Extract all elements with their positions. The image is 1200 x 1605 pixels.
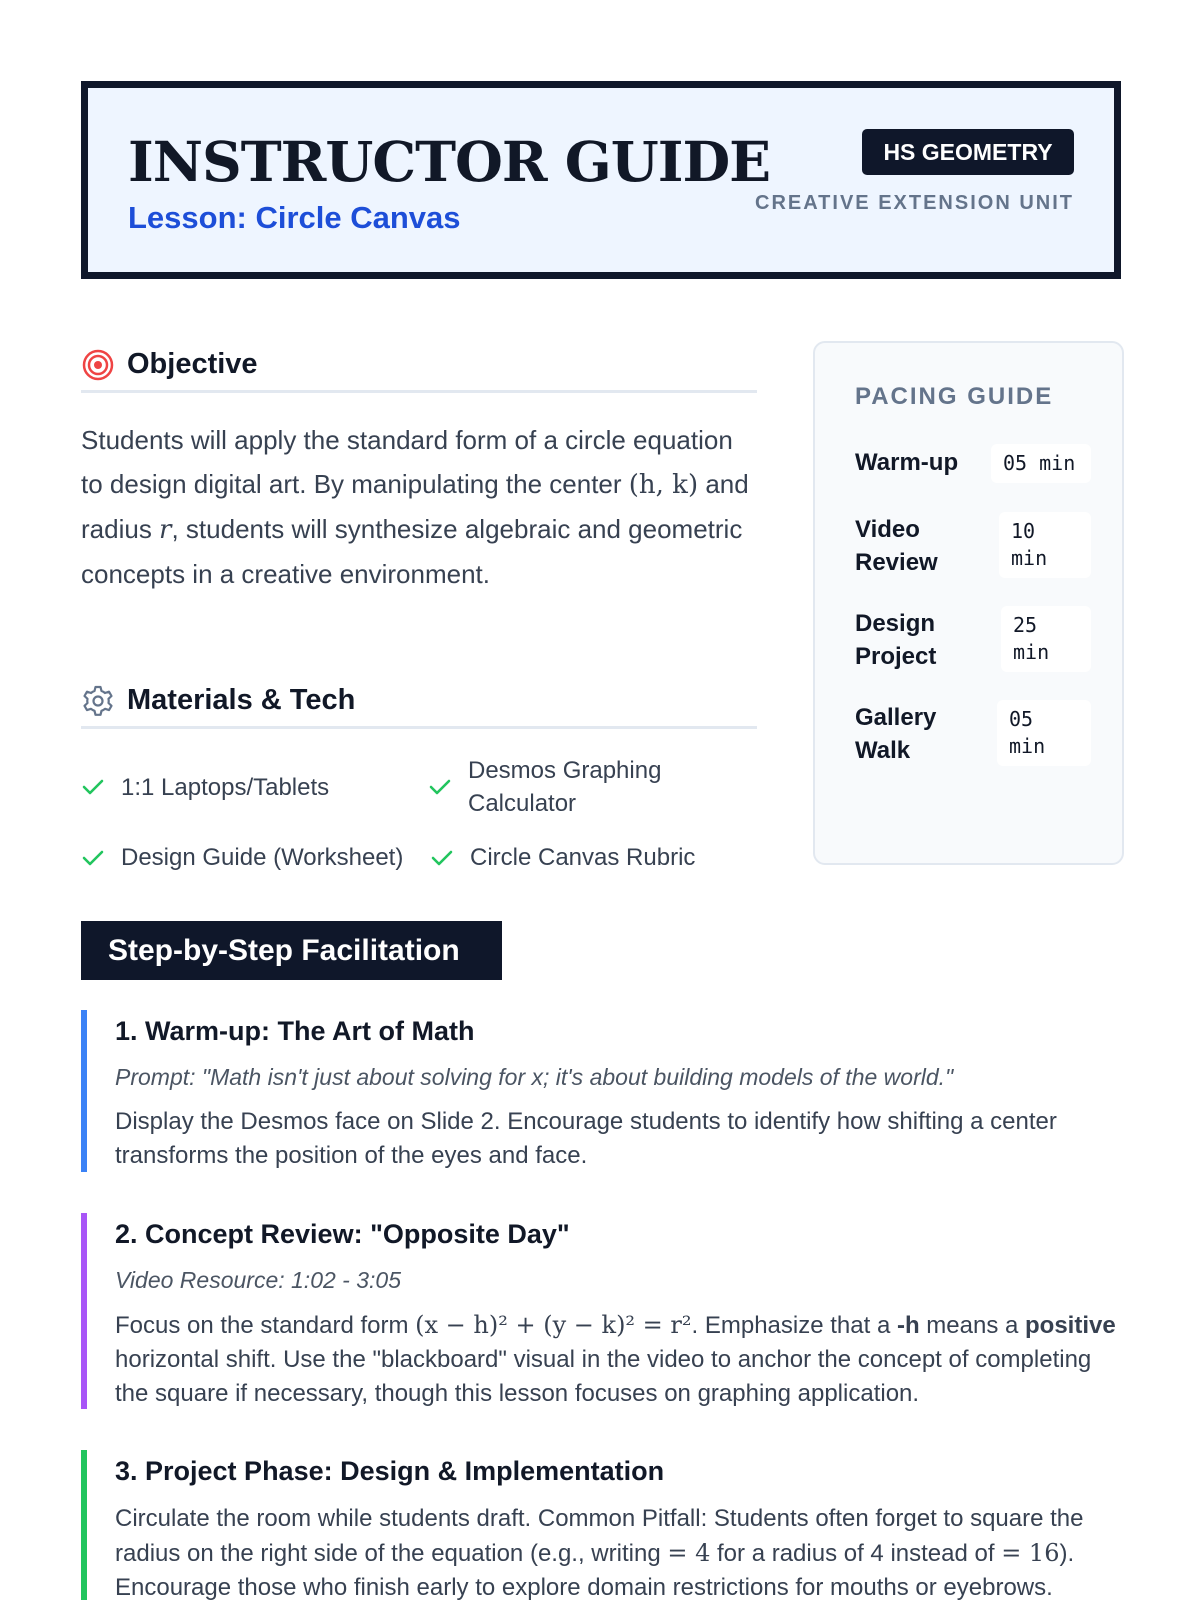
materials-heading-row (81, 678, 757, 729)
objective-text: Students will apply the standard form of a circle equation to design digital art. By manipulating the center (h, k) and radius r, students will synthesize algebraic and geometric concepts in a creative environment. (81, 425, 749, 589)
pacing-title: PACING GUIDE (855, 383, 1054, 410)
pacing-label: Video Review (855, 516, 938, 576)
materials-heading: Materials & Tech (127, 684, 356, 716)
material-item: Desmos Graphing Calculator (468, 757, 662, 817)
gear-icon (81, 684, 115, 718)
objective-heading: Objective (127, 348, 258, 380)
step-body: Circulate the room while students draft. Common Pitfall: Students often forget to square the radius on the right side of the equation (e.g., writing = 4 for a radius of 4 instead of = 16). Encourage those who finish early to explore domain restrictions for mouths or eyebrows. (115, 1505, 1084, 1601)
step-prompt: Prompt: "Math isn't just about solving for x; it's about building models of the world." (115, 1064, 954, 1090)
step-body: Display the Desmos face on Slide 2. Encourage students to identify how shifting a center transforms the position of the eyes and face. (115, 1108, 1057, 1169)
step-project-phase (81, 1450, 1121, 1600)
material-item: Design Guide (Worksheet) (121, 844, 404, 871)
facilitation-heading: Step-by-Step Facilitation (81, 921, 502, 980)
step-accent-bar (81, 1213, 87, 1409)
radius-symbol: r (159, 515, 172, 545)
check-icon (428, 775, 452, 799)
step-prompt: Video Resource: 1:02 - 3:05 (115, 1267, 401, 1293)
check-icon (81, 775, 105, 799)
step-body: Focus on the standard form (x − h)² + (y − k)² = r². Emphasize that a -h means a positive horizontal shift. Use the "blackboard" visual in the video to anchor the concept of completing the square if necessary, though this lesson focuses on graphing application. (115, 1311, 1116, 1407)
page-title: INSTRUCTOR GUIDE (128, 129, 771, 194)
step-title: 3. Project Phase: Design & Implementation (115, 1456, 665, 1486)
step-concept-review (81, 1213, 1121, 1409)
step-title: 1. Warm-up: The Art of Math (115, 1016, 475, 1046)
unit-label: CREATIVE EXTENSION UNIT (755, 192, 1074, 214)
pacing-time: 05 min (991, 444, 1091, 483)
check-icon (430, 846, 454, 870)
material-item: 1:1 Laptops/Tablets (121, 774, 330, 801)
step-warm-up (81, 1010, 1121, 1172)
lesson-title: Lesson: Circle Canvas (128, 200, 461, 235)
check-icon (81, 846, 105, 870)
center-symbol: (h, k) (628, 470, 699, 500)
material-item: Circle Canvas Rubric (470, 844, 696, 871)
pacing-guide-card (813, 341, 1124, 865)
target-icon (81, 348, 115, 382)
course-badge: HS GEOMETRY (862, 129, 1074, 175)
pacing-time: 05 min (997, 700, 1091, 766)
standard-form-formula: (x − h)² + (y − k)² = r² (415, 1311, 692, 1339)
objective-heading-row (81, 342, 757, 393)
pacing-time: 10 min (999, 512, 1091, 578)
pacing-label: Design Project (855, 610, 937, 670)
pacing-time: 25 min (1001, 606, 1091, 672)
pacing-label: Warm-up (855, 449, 959, 476)
pacing-label: Gallery Walk (855, 704, 937, 764)
header-banner (81, 81, 1121, 279)
step-title: 2. Concept Review: "Opposite Day" (115, 1219, 570, 1249)
step-accent-bar (81, 1450, 87, 1600)
step-accent-bar (81, 1010, 87, 1172)
